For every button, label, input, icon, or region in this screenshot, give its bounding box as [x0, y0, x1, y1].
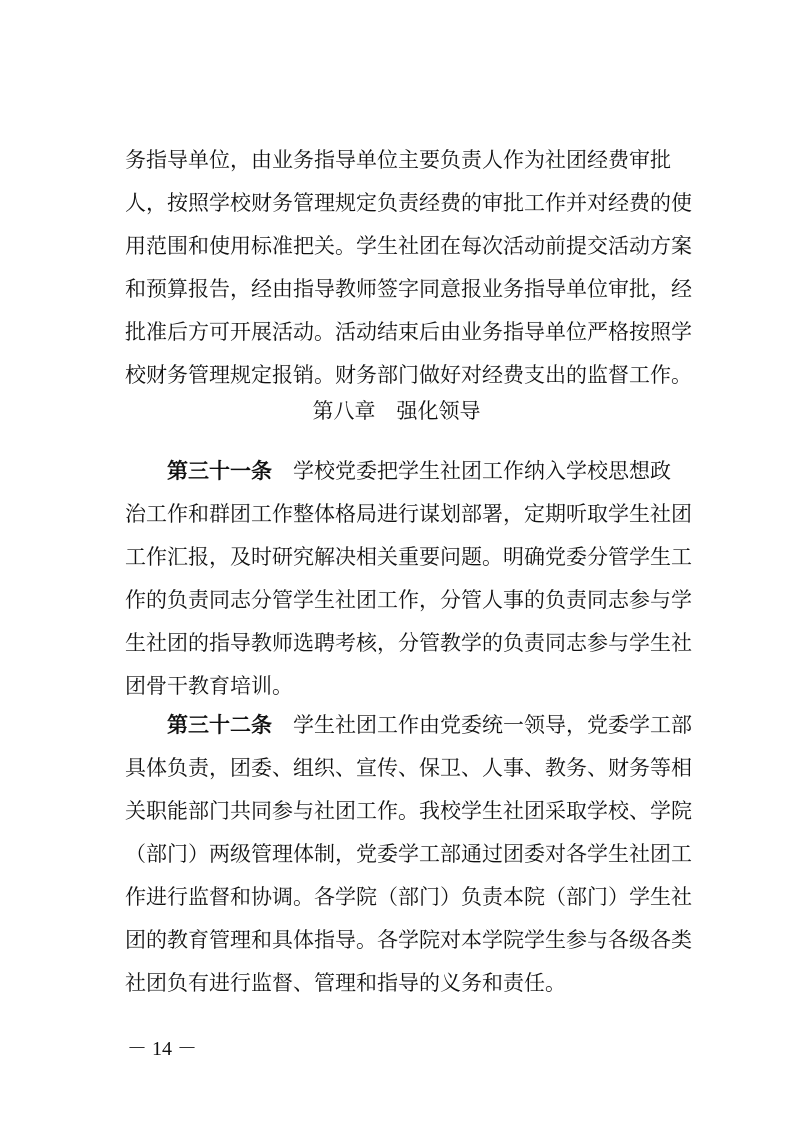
text-line: 社团负有进行监督、管理和指导的义务和责任。: [125, 971, 566, 995]
article-32-first-text: 学生社团工作由党委统一领导，党委学工部: [272, 713, 692, 737]
text-line: 务指导单位，由业务指导单位主要负责人作为社团经费审批: [125, 148, 671, 172]
text-line: 团的教育管理和具体指导。各学院对本学院学生参与各级各类: [125, 928, 692, 952]
text-line: 团骨干教育培训。: [125, 674, 293, 698]
text-line: 校财务管理规定报销。财务部门做好对经费支出的监督工作。: [125, 363, 692, 387]
text-line: 工作汇报，及时研究解决相关重要问题。明确党委分管学生工: [125, 545, 692, 569]
text-line: 作进行监督和协调。各学院（部门）负责本院（部门）学生社: [125, 885, 692, 909]
text-line: 批准后方可开展活动。活动结束后由业务指导单位严格按照学: [125, 320, 692, 344]
text-line: （部门）两级管理体制，党委学工部通过团委对各学生社团工: [125, 842, 692, 866]
page-number: － 14 －: [127, 1038, 197, 1060]
article-31-first-line: [167, 457, 671, 485]
article-31-first-text: 学校党委把学生社团工作纳入学校思想政: [272, 459, 671, 483]
text-line: 具体负责，团委、组织、宣传、保卫、人事、教务、财务等相: [125, 756, 692, 780]
article-31-lead: 第三十一条: [167, 459, 272, 483]
text-line: 和预算报告，经由指导教师签字同意报业务指导单位审批，经: [125, 277, 692, 301]
article-32-first-line: [167, 711, 692, 739]
text-line: 用范围和使用标准把关。学生社团在每次活动前提交活动方案: [125, 234, 692, 258]
text-line: 治工作和群团工作整体格局进行谋划部署，定期听取学生社团: [125, 502, 692, 526]
article-32-lead: 第三十二条: [167, 713, 272, 737]
text-line: 关职能部门共同参与社团工作。我校学生社团采取学校、学院: [125, 799, 692, 823]
chapter-title: 第八章 强化领导: [312, 399, 481, 423]
text-line: 作的负责同志分管学生社团工作，分管人事的负责同志参与学: [125, 588, 692, 612]
text-line: 人，按照学校财务管理规定负责经费的审批工作并对经费的使: [125, 191, 692, 215]
text-line: 生社团的指导教师选聘考核，分管教学的负责同志参与学生社: [125, 631, 692, 655]
